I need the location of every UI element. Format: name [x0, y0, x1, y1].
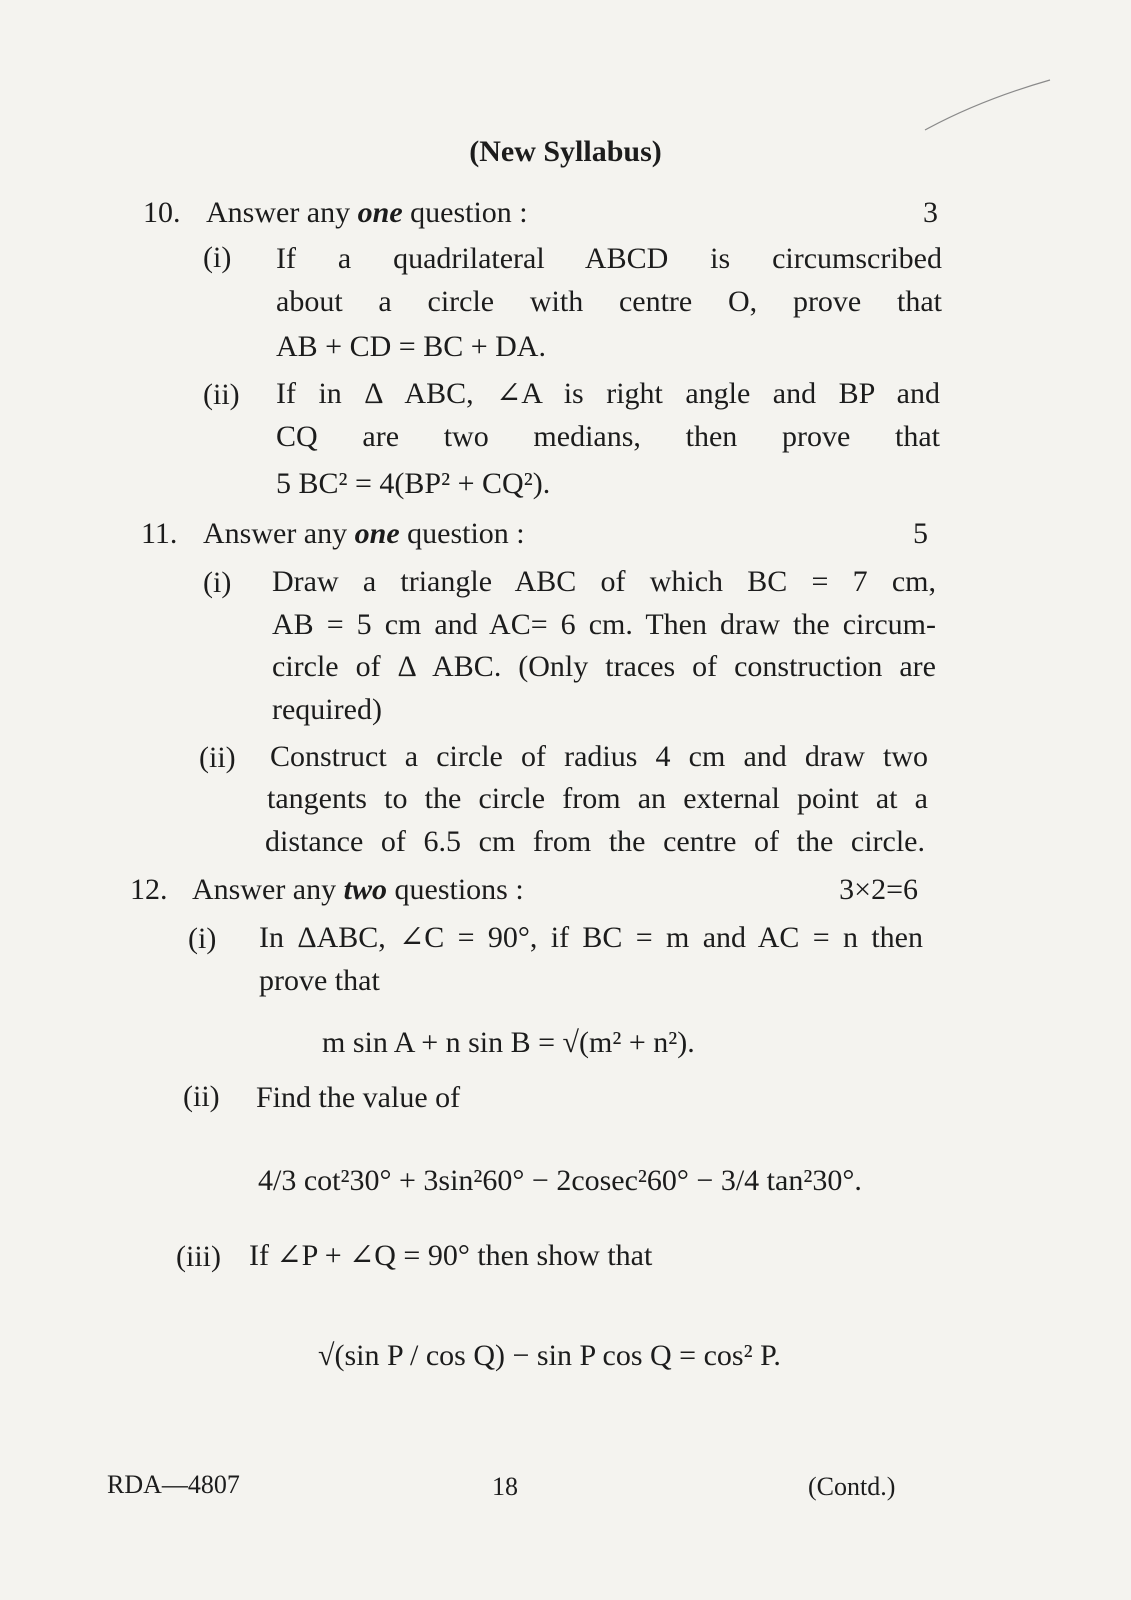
q10-ii-line2: CQ are two medians, then prove that — [276, 420, 940, 453]
q11-i-line2: AB = 5 cm and AC= 6 cm. Then draw the circum- — [272, 608, 936, 641]
q12-iii-label: (iii) — [176, 1240, 221, 1273]
q10-i-label: (i) — [203, 241, 232, 274]
q10-ii-line3: 5 BC² = 4(BP² + CQ²). — [276, 467, 551, 500]
q12-i-label: (i) — [188, 922, 217, 955]
page-heading: (New Syllabus) — [469, 135, 662, 168]
q10-i-line2: about a circle with centre O, prove that — [276, 285, 942, 318]
q12-iii-line1: If ∠P + ∠Q = 90° then show that — [249, 1239, 653, 1272]
q10-i-line3: AB + CD = BC + DA. — [276, 330, 546, 363]
q10-i-line1: If a quadrilateral ABCD is circumscribed — [276, 242, 942, 275]
q12-i-equation: m sin A + n sin B = √(m² + n²). — [322, 1026, 695, 1059]
q10-number: 10. — [143, 196, 181, 229]
pencil-mark — [920, 70, 1060, 140]
page-number: 18 — [492, 1472, 518, 1501]
q10-marks: 3 — [923, 196, 938, 229]
q12-ii-equation: 4/3 cot²30° + 3sin²60° − 2cosec²60° − 3/4 tan²30°. — [258, 1164, 862, 1197]
q11-prompt: Answer any one question : — [203, 517, 525, 550]
q11-ii-line2: tangents to the circle from an external point at a — [267, 782, 928, 815]
q12-ii-label: (ii) — [183, 1080, 220, 1113]
q12-number: 12. — [130, 873, 168, 906]
q11-marks: 5 — [913, 517, 928, 550]
q12-i-line2: prove that — [259, 964, 380, 997]
q11-ii-label: (ii) — [199, 741, 236, 774]
q10-ii-line1: If in Δ ABC, ∠A is right angle and BP and — [276, 377, 940, 410]
q11-i-line3: circle of Δ ABC. (Only traces of construction are — [272, 650, 936, 683]
q12-marks: 3×2=6 — [839, 873, 918, 906]
q11-i-label: (i) — [203, 566, 232, 599]
paper-code: RDA—4807 — [107, 1470, 240, 1499]
continued-label: (Contd.) — [808, 1472, 896, 1501]
q11-ii-line3: distance of 6.5 cm from the centre of the circle. — [265, 825, 925, 858]
q12-ii-line1: Find the value of — [256, 1081, 461, 1114]
q12-i-line1: In ΔABC, ∠C = 90°, if BC = m and AC = n then — [259, 921, 923, 954]
q10-prompt: Answer any one question : — [206, 196, 528, 229]
q11-ii-line1: Construct a circle of radius 4 cm and draw two — [270, 740, 928, 773]
q12-prompt: Answer any two questions : — [192, 873, 524, 906]
q11-number: 11. — [141, 517, 178, 550]
q11-i-line4: required) — [272, 693, 382, 726]
q11-i-line1: Draw a triangle ABC of which BC = 7 cm, — [272, 565, 936, 598]
q10-ii-label: (ii) — [203, 378, 240, 411]
q12-iii-equation: √(sin P / cos Q) − sin P cos Q = cos² P. — [318, 1339, 781, 1372]
